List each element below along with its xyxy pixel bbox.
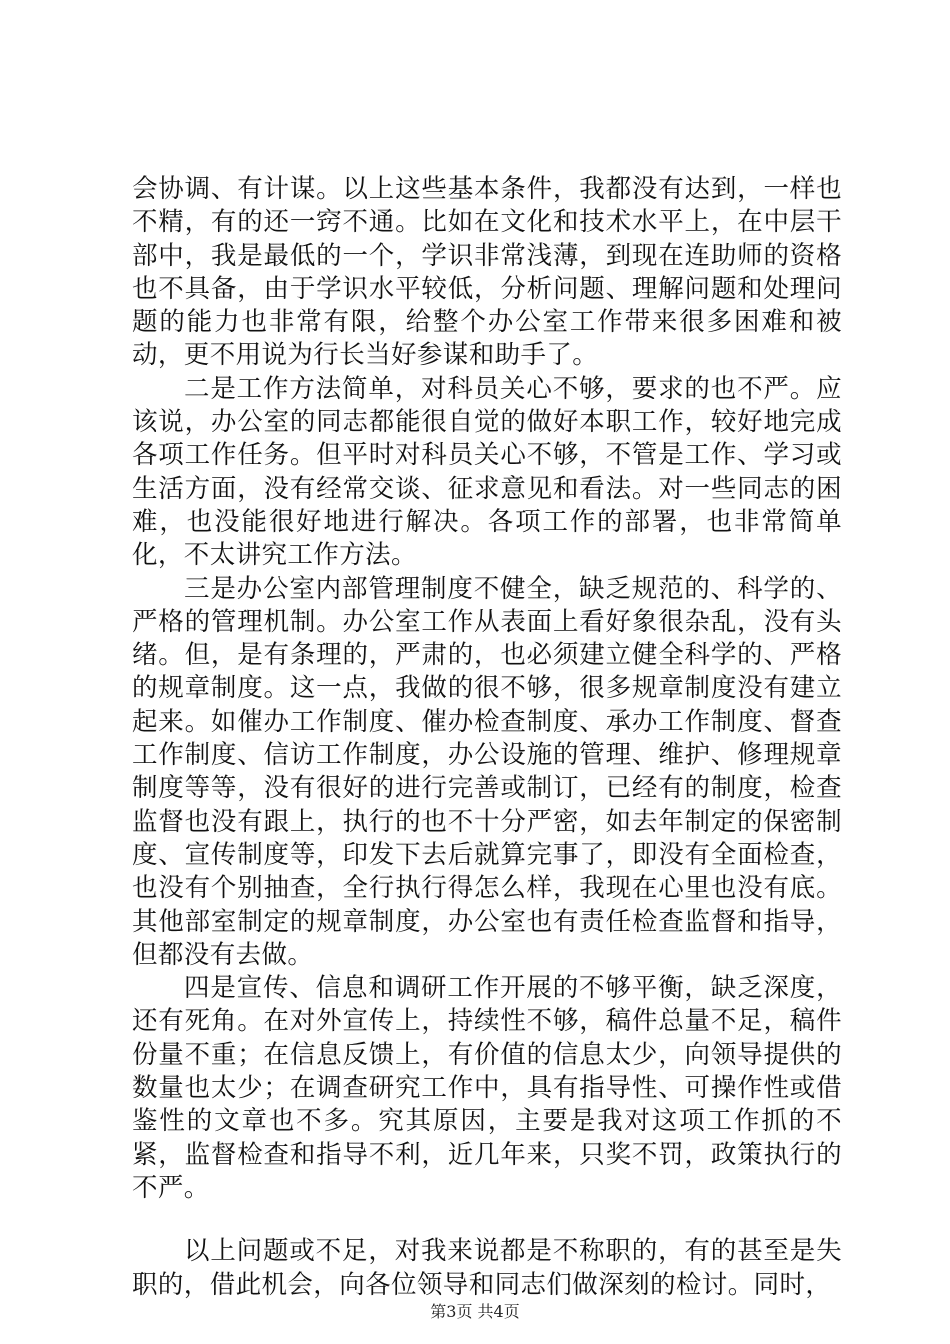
paragraph-gap xyxy=(132,1205,842,1235)
paragraph-point-two: 二是工作方法简单，对科员关心不够，要求的也不严。应该说，办公室的同志都能很自觉的做好本职工作，较好地完成各项工作任务。但平时对科员关心不够，不管是工作、学习或生活方面，没有经常交谈、征求意见和看法。对一些同志的困难，也没能很好地进行解决。各项工作的部署，也非常简单化，不太讲究工作方法。 xyxy=(132,373,842,571)
paragraph-conclusion: 以上问题或不足，对我来说都是不称职的，有的甚至是失职的，借此机会，向各位领导和同志们做深刻的检讨。同时， xyxy=(132,1236,842,1300)
paragraph-point-three: 三是办公室内部管理制度不健全，缺乏规范的、科学的、严格的管理机制。办公室工作从表面上看好象很杂乱，没有头绪。但，是有条理的，严肃的，也必须建立健全科学的、严格的规章制度。这一点，我做的很不够，很多规章制度没有建立起来。如催办工作制度、催办检查制度、承办工作制度、督查工作制度、信访工作制度，办公设施的管理、维护、修理规章制度等等，没有很好的进行完善或制订，已经有的制度，检查监督也没有跟上，执行的也不十分严密，如去年制定的保密制度、宣传制度等，印发下去后就算完事了，即没有全面检查，也没有个别抽查，全行执行得怎么样，我现在心里也没有底。其他部室制定的规章制度，办公室也有责任检查监督和指导，但都没有去做。 xyxy=(132,573,842,970)
paragraph-point-four: 四是宣传、信息和调研工作开展的不够平衡，缺乏深度，还有死角。在对外宣传上，持续性不够，稿件总量不足，稿件份量不重；在信息反馈上，有价值的信息太少，向领导提供的数量也太少；在调查研究工作中，具有指导性、可操作性或借鉴性的文章也不多。究其原因，主要是我对这项工作抓的不紧，监督检查和指导不利，近几年来，只奖不罚，政策执行的不严。 xyxy=(132,973,842,1203)
paragraph-continuation: 会协调、有计谋。以上这些基本条件，我都没有达到，一样也不精，有的还一窍不通。比如在文化和技术水平上，在中层干部中，我是最低的一个，学识非常浅薄，到现在连助师的资格也不具备，由于学识水平较低，分析问题、理解问题和处理问题的能力也非常有限，给整个办公室工作带来很多困难和被动，更不用说为行长当好参谋和助手了。 xyxy=(132,174,842,371)
document-body xyxy=(132,173,842,1302)
page-footer: 第3页 共4页 xyxy=(430,1302,520,1321)
